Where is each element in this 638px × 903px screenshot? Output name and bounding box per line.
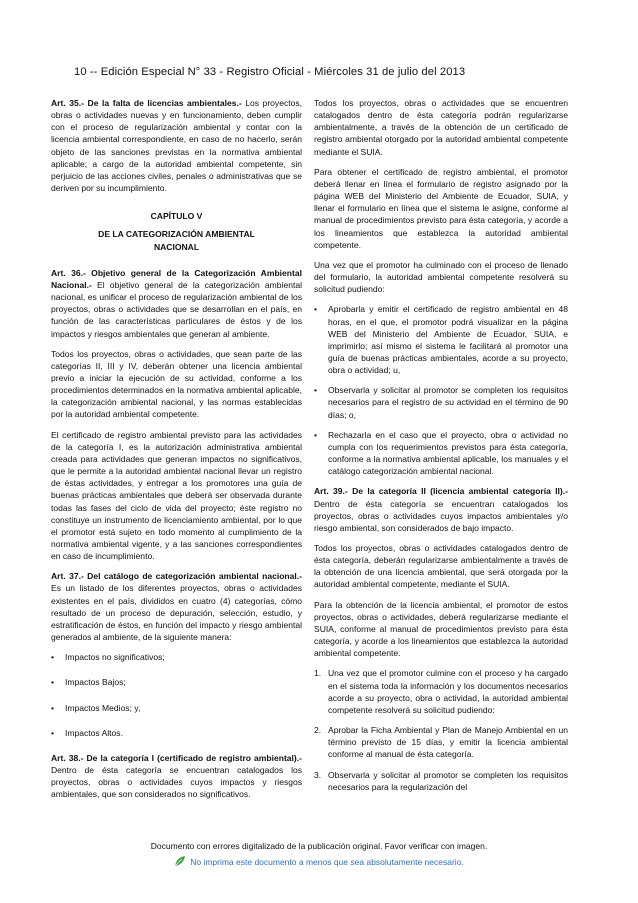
- art36-body: El objetivo general de la categorización ambiental nacional, es unificar el proceso de regularización ambiental de los proyectos, obras o actividades que se desarrollan en el país, en función de las características particulares de éstos y de los impactos y riesgos ambientales que generan al ambiente.: [51, 279, 302, 339]
- art38-paragraph: [51, 752, 302, 801]
- art35-title: Art. 35.- De la falta de licencias ambientales.-: [51, 98, 242, 108]
- chapter-title-line1: DE LA CATEGORIZACIÓN AMBIENTAL: [98, 229, 255, 240]
- impacts-list: [51, 651, 302, 739]
- list-item: • Impactos no significativos;: [51, 652, 165, 663]
- license-procedure-paragraph: Para la obtención de la licencia ambiental, el promotor de estos proyectos, obras o actividades, deberá regularizarse mediante el SUIA, conforme al manual de procedimientos previsto para ésta categoría, y acorde a los lineamientos que establezca la autoridad ambiental competente.: [314, 599, 568, 659]
- page-header: 10 -- Edición Especial N° 33 - Registro Oficial - Miércoles 31 de julio del 2013: [74, 66, 466, 78]
- art37-paragraph: [51, 570, 302, 643]
- list-item: • Observarla y solicitar al promotor se completen los requisitos necesarios para el registro de su actividad en el término de 90 días; o,: [314, 385, 568, 420]
- list-item: 2. Aprobar la Ficha Ambiental y Plan de Manejo Ambiental en un término previsto de 15 días, y emitir la licencia ambiental conforme al manual de ésta categoría.: [314, 725, 568, 760]
- footer-notice: Documento con errores digitalizado de la publicación original. Favor verificar con imagen.: [150, 841, 488, 851]
- right-column: [314, 97, 568, 801]
- certificate-paragraph: El certificado de registro ambiental previsto para las actividades de la categoría I, es la autorización administrativa ambiental creada para actividades que generan impactos no significativos, que le permite a la autoridad ambiental nacional llevar un registro de éstas actividades, y entregar a los promotores una guía de buenas prácticas ambientales que deberá ser observada durante todas las fases del ciclo de vida del proyecto; éste registro no constituye un instrumento de licenciamiento ambiental, por lo que el promotor está sujeto en todo momento al cumplimiento de la normativa ambiental vigente, y a las sanciones correspondientes en caso de incumplimiento.: [51, 429, 302, 562]
- art37-body: Es un listado de los diferentes proyectos, obras o actividades existentes en el país, divididos en cuatro (4) categorías, cómo resultado de un proceso de depuración, selección, estudio, y estratificación de éstos, en función del impacto y riesgo ambiental generados al ambiente, de la siguiente manera:: [51, 583, 302, 643]
- art39-body: Dentro de ésta categoría se encuentran catalogados los proyectos, obras o actividades cuyos impactos ambientales y/o riesgo ambiental, son considerados de bajo impacto.: [314, 498, 568, 533]
- art39-paragraph: [314, 485, 568, 534]
- art38-body: Dentro de ésta categoría se encuentran catalogados los proyectos, obras o actividades cuyos impactos y riesgos ambientales, que son considerados no significativos.: [51, 765, 302, 800]
- art36-title: Art. 36.- Objetivo general de la Categorización Ambiental Nacional.-: [51, 267, 302, 290]
- list-item: • Impactos Altos.: [51, 727, 123, 738]
- list-item: 1. Una vez que el promotor culmine con el proceso y ha cargado en el sistema toda la información y los documentos necesarios acorde a su proyecto, obra o actividad, la autoridad ambiental competente resolverá su solicitud pudiendo:: [314, 668, 568, 715]
- list-item: • Aprobarla y emitir el certificado de registro ambiental en 48 horas, en el que, el promotor podrá visualizar en la página WEB del Ministerio del Ambiente de Ecuador, SUIA, e imprimirlo; así mismo el sistema le facilitará al promotor una guía de buenas prácticas ambientales, acorde a su proyecto, obra o actividad; u,: [314, 304, 568, 376]
- resolution-options-list: [314, 303, 568, 477]
- list-item: • Impactos Medios; y,: [51, 702, 141, 713]
- art37-title: Art. 37.- Del catálogo de categorización ambiental nacional.-: [51, 571, 302, 582]
- categories-paragraph: Todos los proyectos, obras o actividades, que sean parte de las categorías II, III y IV, deberán obtener una licencia ambiental previo a iniciar la ejecución de su actividad, conforme a los procedimientos determinados en la normativa ambiental aplicable, la categorización ambiental nacional, y las normas establecidas por la autoridad ambiental competente.: [51, 348, 302, 420]
- list-item: • Rechazarla en el caso que el proyecto, obra o actividad no cumpla con los requerimientos previstos para ésta categoría, conforme a la normativa ambiental aplicable, los manuales y el catálogo categorización ambiental nacional.: [314, 429, 568, 477]
- left-column: [51, 97, 302, 809]
- list-item: 3. Observarla y solicitar al promotor se completen los requisitos necesarios para la regularización del: [314, 769, 568, 792]
- art35-body: Los proyectos, obras o actividades nuevas y en funcionamiento, deben cumplir con el proceso de regularización ambiental y contar con la licencia ambiental correspondiente, en caso de no hacerlo, serán objeto de las sanciones previstas en la normativa ambiental aplicable; a cargo de la autoridad ambiental competente, sin perjuicio de las acciones civiles, penales o administrativas que se deriven por su incumplimiento.: [51, 98, 302, 194]
- chapter-title-line2: NACIONAL: [153, 241, 200, 252]
- art38-title: Art. 38.- De la categoría I (certificado de registro ambiental).-: [51, 752, 302, 763]
- steps-list: [314, 667, 568, 792]
- art36-paragraph: [51, 267, 302, 340]
- resolution-intro-paragraph: Una vez que el promotor ha culminado con el proceso de llenado del formulario, la autoridad ambiental competente resolverá su solicitud pudiendo:: [314, 259, 568, 295]
- footer-eco-notice: [0, 855, 638, 869]
- chapter-number: CAPÍTULO V: [150, 211, 203, 222]
- list-item: • Impactos Bajos;: [51, 677, 126, 688]
- registration-form-paragraph: Para obtener el certificado de registro ambiental, el promotor deberá llenar en línea el formulario de registro asignado por la página WEB del Ministerio del Ambiente de Ecuador, SUIA, y llenar el formulario en línea que el sistema le asigne, conforme al manual de procedimientos previsto para ésta categoría, y acorde a los lineamientos que establezca la autoridad ambiental competente.: [314, 166, 568, 250]
- footer-eco-text: No imprima este documento a menos que sea absolutamente necesario.: [190, 857, 464, 867]
- category-ii-paragraph: Todos los proyectos, obras o actividades catalogados dentro de ésta categoría, deberán regularizarse ambientalmente a través de la obtención de una licencia ambiental, que será otorgada por la autoridad ambiental competente, mediante el SUIA.: [314, 543, 568, 590]
- art35-paragraph: [51, 97, 302, 194]
- category-i-regularization-paragraph: Todos los proyectos, obras o actividades que se encuentren catalogados dentro de ésta categoría podrán regularizarse ambientalmente, a través de la obtención de un certificado de registro ambiental otorgado por la autoridad ambiental competente mediante el SUIA.: [314, 98, 568, 157]
- art39-title: Art. 39.- De la categoría II (licencia ambiental categoría II).-: [314, 486, 568, 497]
- leaf-icon: [174, 855, 186, 869]
